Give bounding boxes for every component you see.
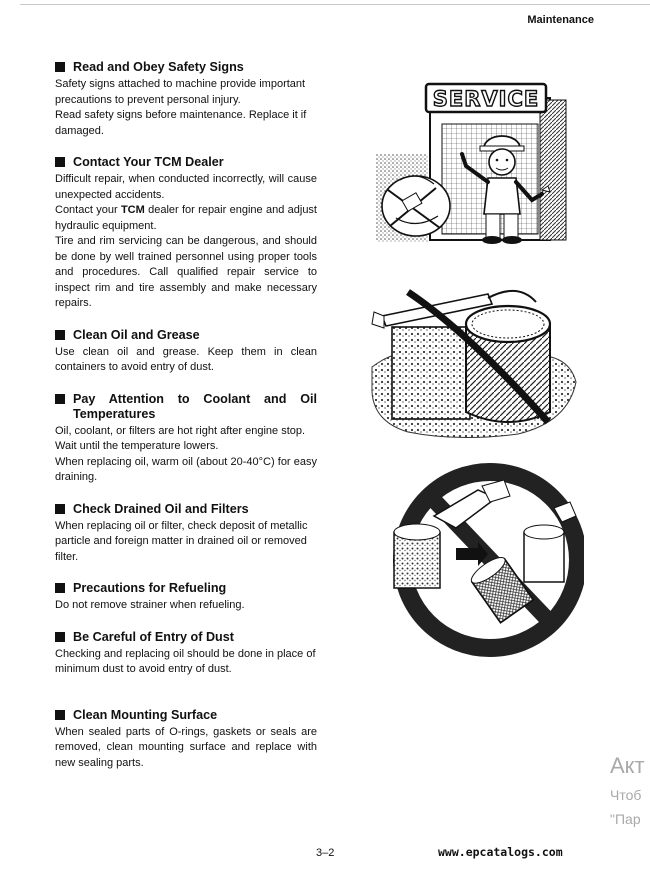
section-refueling (55, 581, 317, 614)
section-paragraph-rich: Contact your TCM dealer for repair engine and adjust hydraulic equipment. (55, 204, 317, 232)
bullet-square-icon (55, 394, 65, 404)
section-paragraph: Do not remove strainer when refueling. (55, 599, 245, 611)
building-side-wall (540, 100, 566, 240)
watermark-line: "Пар (610, 811, 641, 827)
section-tcm-dealer (55, 155, 317, 312)
section-paragraph: When sealed parts of O-rings, gaskets or seals are removed, clean mounting surface and replace with new sealing parts. (55, 725, 317, 769)
section-heading (55, 155, 317, 170)
prohibited-filter-illustration (386, 462, 584, 658)
section-heading (55, 60, 317, 75)
mechanic-head (489, 149, 515, 175)
maintenance-content (55, 60, 317, 787)
section-clean-oil (55, 328, 317, 376)
watermark-line: Чтоб (610, 787, 642, 803)
dirty-oil-drum-illustration (368, 272, 580, 444)
section-paragraph: Read safety signs before maintenance. Replace it if damaged. (55, 109, 307, 137)
section-heading (55, 392, 317, 422)
page-header-title: Maintenance (527, 14, 594, 26)
section-title: Read and Obey Safety Signs (73, 60, 244, 74)
bullet-square-icon (55, 157, 65, 167)
section-title: Clean Mounting Surface (73, 707, 218, 722)
section-paragraph: Checking and replacing oil should be done in place of minimum dust to avoid entry of dust. (55, 647, 316, 675)
section-heading (55, 708, 317, 723)
bullet-square-icon (55, 330, 65, 340)
section-safety-signs (55, 60, 317, 139)
section-heading (55, 328, 317, 343)
section-title: Contact Your TCM Dealer (73, 155, 224, 169)
section-paragraph: Safety signs attached to machine provide important precautions to prevent personal injury. (55, 78, 306, 106)
watermark-line: Акт (610, 753, 645, 778)
bullet-square-icon (55, 710, 65, 720)
service-sign-text: SERVICE (432, 87, 540, 111)
bullet-square-icon (55, 583, 65, 593)
bullet-square-icon (55, 504, 65, 514)
section-title: Check Drained Oil and Filters (73, 501, 249, 516)
section-title: Be Careful of Entry of Dust (73, 629, 234, 644)
section-paragraph: When replacing oil or filter, check deposit of metallic particle and foreign matter in drained oil or removed filter. (55, 519, 308, 563)
section-paragraph: Oil, coolant, or filters are hot right after engine stop. Wait until the temperature lowers. (55, 424, 306, 452)
section-dust (55, 630, 317, 678)
bullet-square-icon (55, 62, 65, 72)
section-title: Pay Attention to Coolant and Oil Temperatures (73, 391, 317, 421)
section-title: Clean Oil and Grease (73, 327, 200, 342)
section-paragraph: Tire and rim servicing can be dangerous, and should be done by well trained personnel using proper tools and procedures. Call qualified repair service to inspect rim and tire assembly and make necessary repairs. (55, 235, 317, 309)
section-title: Precautions for Refueling (73, 581, 227, 595)
brand-name: TCM (120, 204, 145, 216)
drum-open-top (466, 306, 550, 342)
section-heading (55, 581, 317, 596)
bullet-square-icon (55, 632, 65, 642)
top-rule (20, 4, 650, 5)
section-drained-oil (55, 502, 317, 566)
section-coolant-temperature (55, 392, 317, 486)
section-heading (55, 630, 317, 645)
rear-oil-drum (392, 327, 470, 419)
section-paragraph: When replacing oil, warm oil (about 20-40°C) for easy draining. (55, 455, 317, 483)
section-paragraph: Difficult repair, when conducted incorrectly, will cause unexpected accidents. (55, 173, 317, 201)
section-mounting-surface (55, 708, 317, 772)
section-heading (55, 502, 317, 517)
footer-url-link[interactable]: www.epcatalogs.com (438, 845, 563, 859)
section-paragraph: Use clean oil and grease. Keep them in clean containers to avoid entry of dust. (55, 345, 317, 373)
page-number: 3–2 (316, 847, 335, 859)
service-mechanic-illustration (376, 78, 576, 248)
